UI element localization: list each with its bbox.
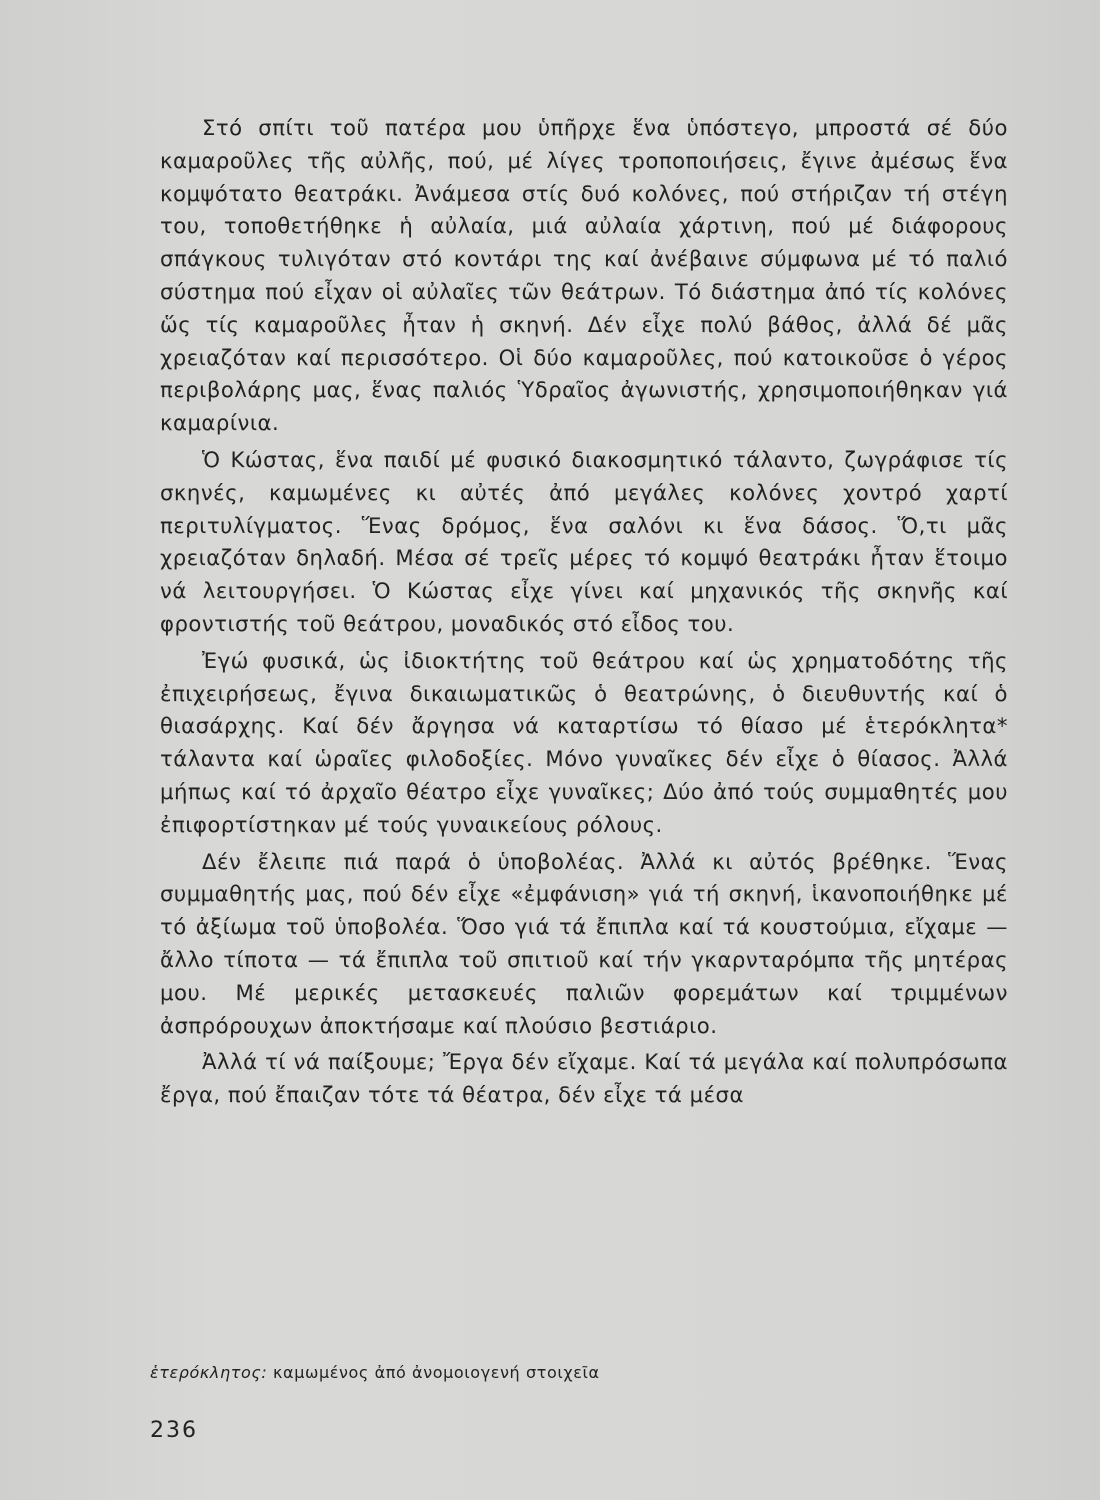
paragraph: Ἐγώ φυσικά, ὡς ἰδιοκτήτης τοῦ θεάτρου καί ὡς χρηματοδότης τῆς ἐπιχειρήσεως, ἔγινα δικαιωματικῶς ὁ θεατρώνης, ὁ διευθυντής καί ὁ θιασάρχης. Καί δέν ἄργησα νά καταρτίσω τό θίασο μέ ἑτερόκλητα* τάλαντα καί ὡραῖες φιλοδοξίες. Μόνο γυναῖκες δέν εἶχε ὁ θίασος. Ἀλλά μήπως καί τό ἀρχαῖο θέατρο εἶχε γυναῖκες; Δύο ἀπό τούς συμμαθητές μου ἐπιφορτίστηκαν μέ τούς γυναικείους ρόλους. (160, 647, 1008, 837)
footnote-term: ἑτερόκλητος: (150, 1363, 268, 1382)
paragraph: Δέν ἔλειπε πιά παρά ὁ ὑποβολέας. Ἀλλά κι αὐτός βρέθηκε. Ἕνας συμμαθητής μας, πού δέν εἶχε «ἐμφάνιση» γιά τή σκηνή, ἱκανοποιήθηκε μέ τό ἀξίωμα τοῦ ὑποβολέα. Ὅσο γιά τά ἔπιπλα καί τά κουστούμια, εἴχαμε — ἄλλο τίποτα — τά ἔπιπλα τοῦ σπιτιοῦ καί τήν γκαρνταρόμπα τῆς μητέρας μου. Μέ μερικές μετασκευές παλιῶν φορεμάτων καί τριμμένων ἀσπρόρουχων ἀποκτήσαμε καί πλούσιο βεστιάριο. (160, 848, 1008, 1038)
footnote-definition: καμωμένος ἀπό ἀνομοιογενή στοιχεῖα (267, 1363, 600, 1382)
paragraph: Ἀλλά τί νά παίξουμε; Ἔργα δέν εἴχαμε. Καί τά μεγάλα καί πολυπρόσωπα ἔργα, πού ἔπαιζαν τότε τά θέατρα, δέν εἶχε τά μέσα (160, 1049, 1008, 1108)
paragraph: Ὁ Κώστας, ἕνα παιδί μέ φυσικό διακοσμητικό τάλαντο, ζωγράφισε τίς σκηνές, καμωμένες κι αὐτές ἀπό μεγάλες κολόνες χοντρό χαρτί περιτυλίγματος. Ἕνας δρόμος, ἕνα σαλόνι κι ἕνα δάσος. Ὅ,τι μᾶς χρειαζόταν δηλαδή. Μέσα σέ τρεῖς μέρες τό κομψό θεατράκι ἦταν ἕτοιμο νά λειτουργήσει. Ὁ Κώστας εἶχε γίνει καί μηχανικός τῆς σκηνῆς καί φροντιστής τοῦ θεάτρου, μοναδικός στό εἶδος του. (160, 446, 1008, 636)
paragraph: Στό σπίτι τοῦ πατέρα μου ὑπῆρχε ἕνα ὑπόστεγο, μπροστά σέ δύο καμαροῦλες τῆς αὐλῆς, πού, μέ λίγες τροποποιήσεις, ἔγινε ἀμέσως ἕνα κομψότατο θεατράκι. Ἀνάμεσα στίς δυό κολόνες, πού στήριζαν τή στέγη του, τοποθετήθηκε ἡ αὐλαία, μιά αὐλαία χάρτινη, πού μέ διάφορους σπάγκους τυλιγόταν στό κοντάρι της καί ἀνέβαινε σύμφωνα μέ τό παλιό σύστημα πού εἶχαν οἱ αὐλαῖες τῶν θεάτρων. Τό διάστημα ἀπό τίς κολόνες ὥς τίς καμαροῦλες ἦταν ἡ σκηνή. Δέν εἶχε πολύ βάθος, ἀλλά δέ μᾶς χρειαζόταν καί περισσότερο. Οἱ δύο καμαροῦλες, πού κατοικοῦσε ὁ γέρος περιβολάρης μας, ἕνας παλιός Ὑδραῖος ἀγωνιστής, χρησιμοποιήθηκαν γιά καμαρίνια. (160, 115, 1008, 436)
footnote (150, 1362, 850, 1384)
body-text (160, 112, 1008, 1302)
page-number: 236 (150, 1418, 198, 1443)
